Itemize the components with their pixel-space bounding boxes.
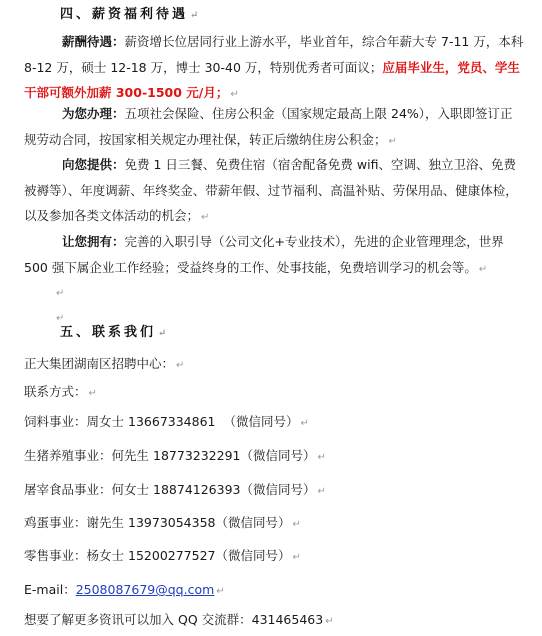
paragraph-mark: ↵ — [201, 212, 210, 223]
paragraph-mark: ↵ — [300, 418, 309, 429]
recruit-center-text: 正大集团湖南区招聘中心： — [24, 356, 175, 371]
wechat-note: （微信同号） — [240, 482, 316, 497]
paragraph-mark: ↵ — [325, 616, 334, 627]
dept-name: 零售事业： — [24, 548, 87, 563]
own-paragraph — [24, 229, 524, 282]
paragraph-mark: ↵ — [317, 486, 326, 497]
wechat-note: （微信同号） — [215, 548, 291, 563]
paragraph-mark: ↵ — [190, 10, 202, 21]
salary-highlight: 应届毕业生，党员、学生干部可额外加薪 300-1500 元/月； — [24, 59, 520, 100]
contact-person: 周女士 — [86, 414, 125, 429]
contact-method — [24, 382, 97, 400]
paragraph-mark: ↵ — [292, 552, 301, 563]
dept-name: 鸡蛋事业： — [24, 515, 87, 530]
processing-paragraph — [24, 101, 524, 154]
provide-text: 免费 1 日三餐、免费住宿（宿舍配备免费 wifi、空调、独立卫浴、免费被褥等）、年度调薪、年终奖金、带薪年假、过节福利、高温补贴、劳保用品、健康体检，以及参加各类文体活动的机会； — [24, 157, 518, 223]
contact-row — [24, 480, 326, 498]
dept-name: 生猪养殖事业： — [24, 448, 112, 463]
wechat-note: （微信同号） — [223, 414, 299, 429]
email-label: E-mail： — [24, 582, 76, 597]
processing-label: 为您办理： — [62, 106, 125, 121]
qq-group-line — [24, 610, 334, 628]
processing-text: 五项社会保险、住房公积金（国家规定最高上限 24%），入职即签订正规劳动合同，按国家相关规定办理社保，转正后缴纳住房公积金； — [24, 106, 513, 147]
phone-number: 13667334861 — [128, 414, 216, 429]
provide-paragraph — [24, 152, 524, 231]
paragraph-mark: ↵ — [56, 313, 65, 324]
phone-number: 13973054358 — [128, 515, 216, 530]
paragraph-mark: ↵ — [56, 288, 65, 299]
dept-name: 屠宰食品事业： — [24, 482, 112, 497]
section5-title — [60, 321, 169, 340]
email-link[interactable]: 2508087679@qq.com — [75, 582, 215, 597]
section4-title-text: 四、薪资福利待遇 — [60, 7, 189, 22]
salary-text: 薪资增长位居同行业上游水平，毕业首年，综合年薪大专 7-11 万，本科 8-12 万，硕士 12-18 万，博士 30-40 万，特别优秀者可面议； — [24, 34, 524, 75]
phone-number: 18874126393 — [153, 482, 241, 497]
salary-label: 薪酬待遇： — [62, 34, 125, 49]
paragraph-mark: ↵ — [158, 328, 170, 339]
empty-line — [54, 281, 64, 300]
contact-row — [24, 546, 301, 564]
paragraph-mark: ↵ — [176, 360, 185, 371]
own-text: 完善的入职引导（公司文化+专业技术），先进的企业管理理念，世界 500 强下属企业工作经验；受益终身的工作、处事技能，免费培训学习的机会等。 — [24, 234, 504, 275]
paragraph-mark: ↵ — [478, 263, 488, 275]
contact-person: 何先生 — [111, 448, 150, 463]
paragraph-mark: ↵ — [388, 135, 397, 147]
contact-person: 谢先生 — [86, 515, 125, 530]
provide-label: 向您提供： — [62, 157, 125, 172]
paragraph-mark: ↵ — [317, 452, 326, 463]
qq-group-text: 想要了解更多资讯可以加入 QQ 交流群：431465463 — [24, 612, 324, 627]
paragraph-mark: ↵ — [292, 519, 301, 530]
contact-method-text: 联系方式： — [24, 384, 87, 399]
paragraph-mark: ↵ — [230, 89, 239, 100]
phone-number: 15200277527 — [128, 548, 216, 563]
wechat-note: （微信同号） — [215, 515, 291, 530]
phone-number: 18773232291 — [153, 448, 241, 463]
dept-name: 饲料事业： — [24, 414, 87, 429]
recruit-center — [24, 354, 184, 372]
paragraph-mark: ↵ — [88, 388, 97, 399]
paragraph-mark: ↵ — [216, 586, 225, 597]
email-line — [24, 580, 225, 598]
contact-row — [24, 513, 301, 531]
contact-row — [24, 446, 326, 464]
contact-row — [24, 412, 309, 430]
section4-title — [60, 3, 201, 22]
contact-person: 杨女士 — [86, 548, 125, 563]
own-label: 让您拥有： — [62, 234, 125, 249]
salary-paragraph — [24, 29, 524, 108]
contact-person: 何女士 — [111, 482, 150, 497]
wechat-note: （微信同号） — [240, 448, 316, 463]
section5-title-text: 五、联系我们 — [60, 325, 157, 340]
